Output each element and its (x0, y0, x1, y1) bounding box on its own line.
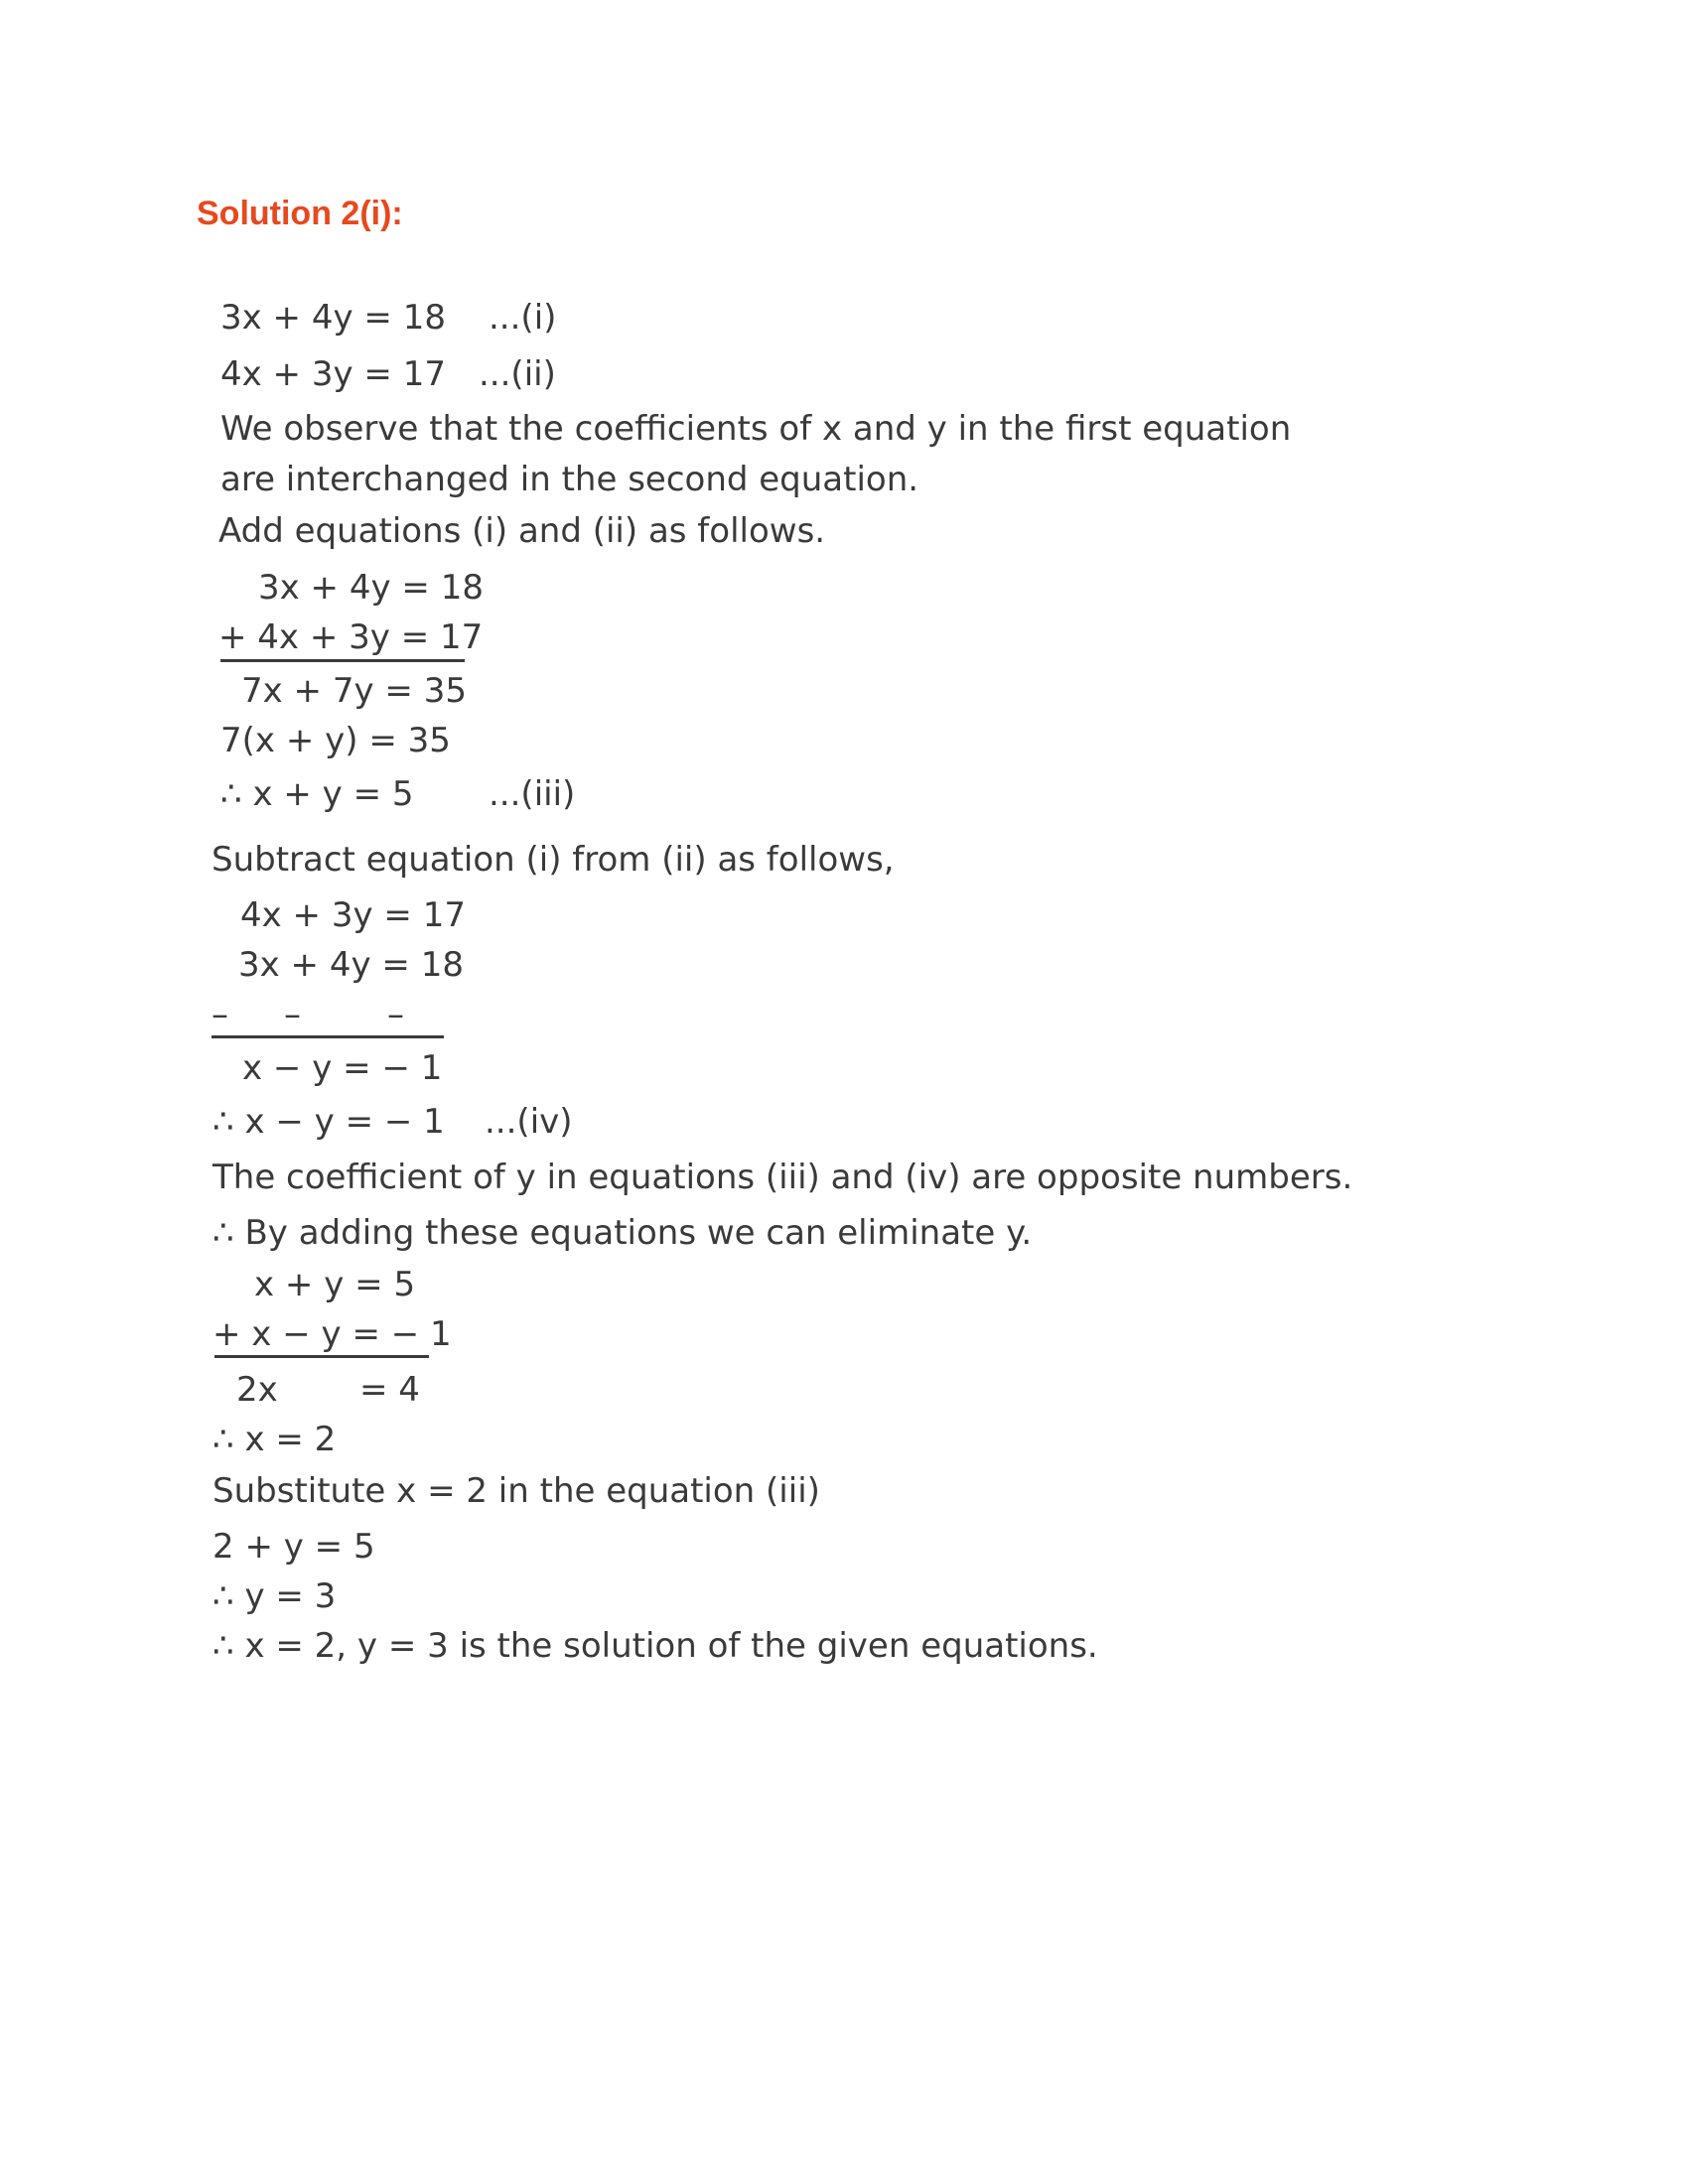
add-intro: Add equations (i) and (ii) as follows. (218, 511, 826, 551)
equation-4-tag: ...(iv) (485, 1102, 573, 1142)
factored-equation: 7(x + y) = 35 (220, 721, 451, 760)
add-result: 7x + 7y = 35 (241, 671, 467, 711)
equation-2 (220, 354, 556, 394)
equation-1-tag: ...(i) (489, 298, 557, 338)
eliminate-note: ∴ By adding these equations we can eliminate y. (212, 1213, 1033, 1253)
observation-line-2: are interchanged in the second equation. (220, 460, 919, 499)
equation-4-expr: ∴ x − y = − 1 (212, 1102, 445, 1142)
subtract-top-equation: 4x + 3y = 17 (240, 895, 466, 935)
equation-3-tag: ...(iii) (489, 774, 576, 814)
add-sum-rule (220, 659, 465, 662)
equation-3 (220, 774, 576, 814)
add-top-equation: 3x + 4y = 18 (258, 568, 484, 608)
add2-rule (214, 1355, 429, 1358)
x-value: ∴ x = 2 (212, 1420, 337, 1459)
conclusion: ∴ x = 2, y = 3 is the solution of the given equations. (212, 1626, 1098, 1666)
solution-title: Solution 2(i): (197, 195, 403, 232)
equation-2-tag: ...(ii) (479, 354, 556, 394)
add-bottom-equation: + 4x + 3y = 17 (218, 617, 484, 657)
y-value: ∴ y = 3 (212, 1576, 337, 1616)
subtract-sign-b: – (284, 995, 301, 1034)
equation-2-expr: 4x + 3y = 17 (220, 354, 446, 394)
subtract-rule (211, 1035, 444, 1038)
subtract-sign-c: – (387, 995, 404, 1034)
coefficient-note: The coefficient of y in equations (iii) and (iv) are opposite numbers. (212, 1158, 1353, 1197)
substituted-equation: 2 + y = 5 (212, 1527, 375, 1567)
subtract-bottom-equation: 3x + 4y = 18 (238, 945, 464, 985)
equation-1-expr: 3x + 4y = 18 (220, 298, 446, 338)
substitute-line: Substitute x = 2 in the equation (iii) (212, 1471, 820, 1511)
subtract-sign-a: – (211, 995, 228, 1034)
equation-1 (220, 298, 557, 338)
equation-3-expr: ∴ x + y = 5 (220, 774, 414, 814)
subtract-result: x − y = − 1 (242, 1048, 443, 1088)
observation-line-1: We observe that the coefficients of x and y in the first equation (220, 409, 1292, 449)
add2-result-left: 2x (236, 1370, 278, 1410)
equation-4 (212, 1102, 573, 1142)
add2-result-right: = 4 (359, 1370, 420, 1410)
add2-bottom-equation: + x − y = − 1 (212, 1314, 452, 1354)
add2-top-equation: x + y = 5 (254, 1265, 416, 1304)
subtract-intro: Subtract equation (i) from (ii) as follows, (211, 840, 895, 880)
